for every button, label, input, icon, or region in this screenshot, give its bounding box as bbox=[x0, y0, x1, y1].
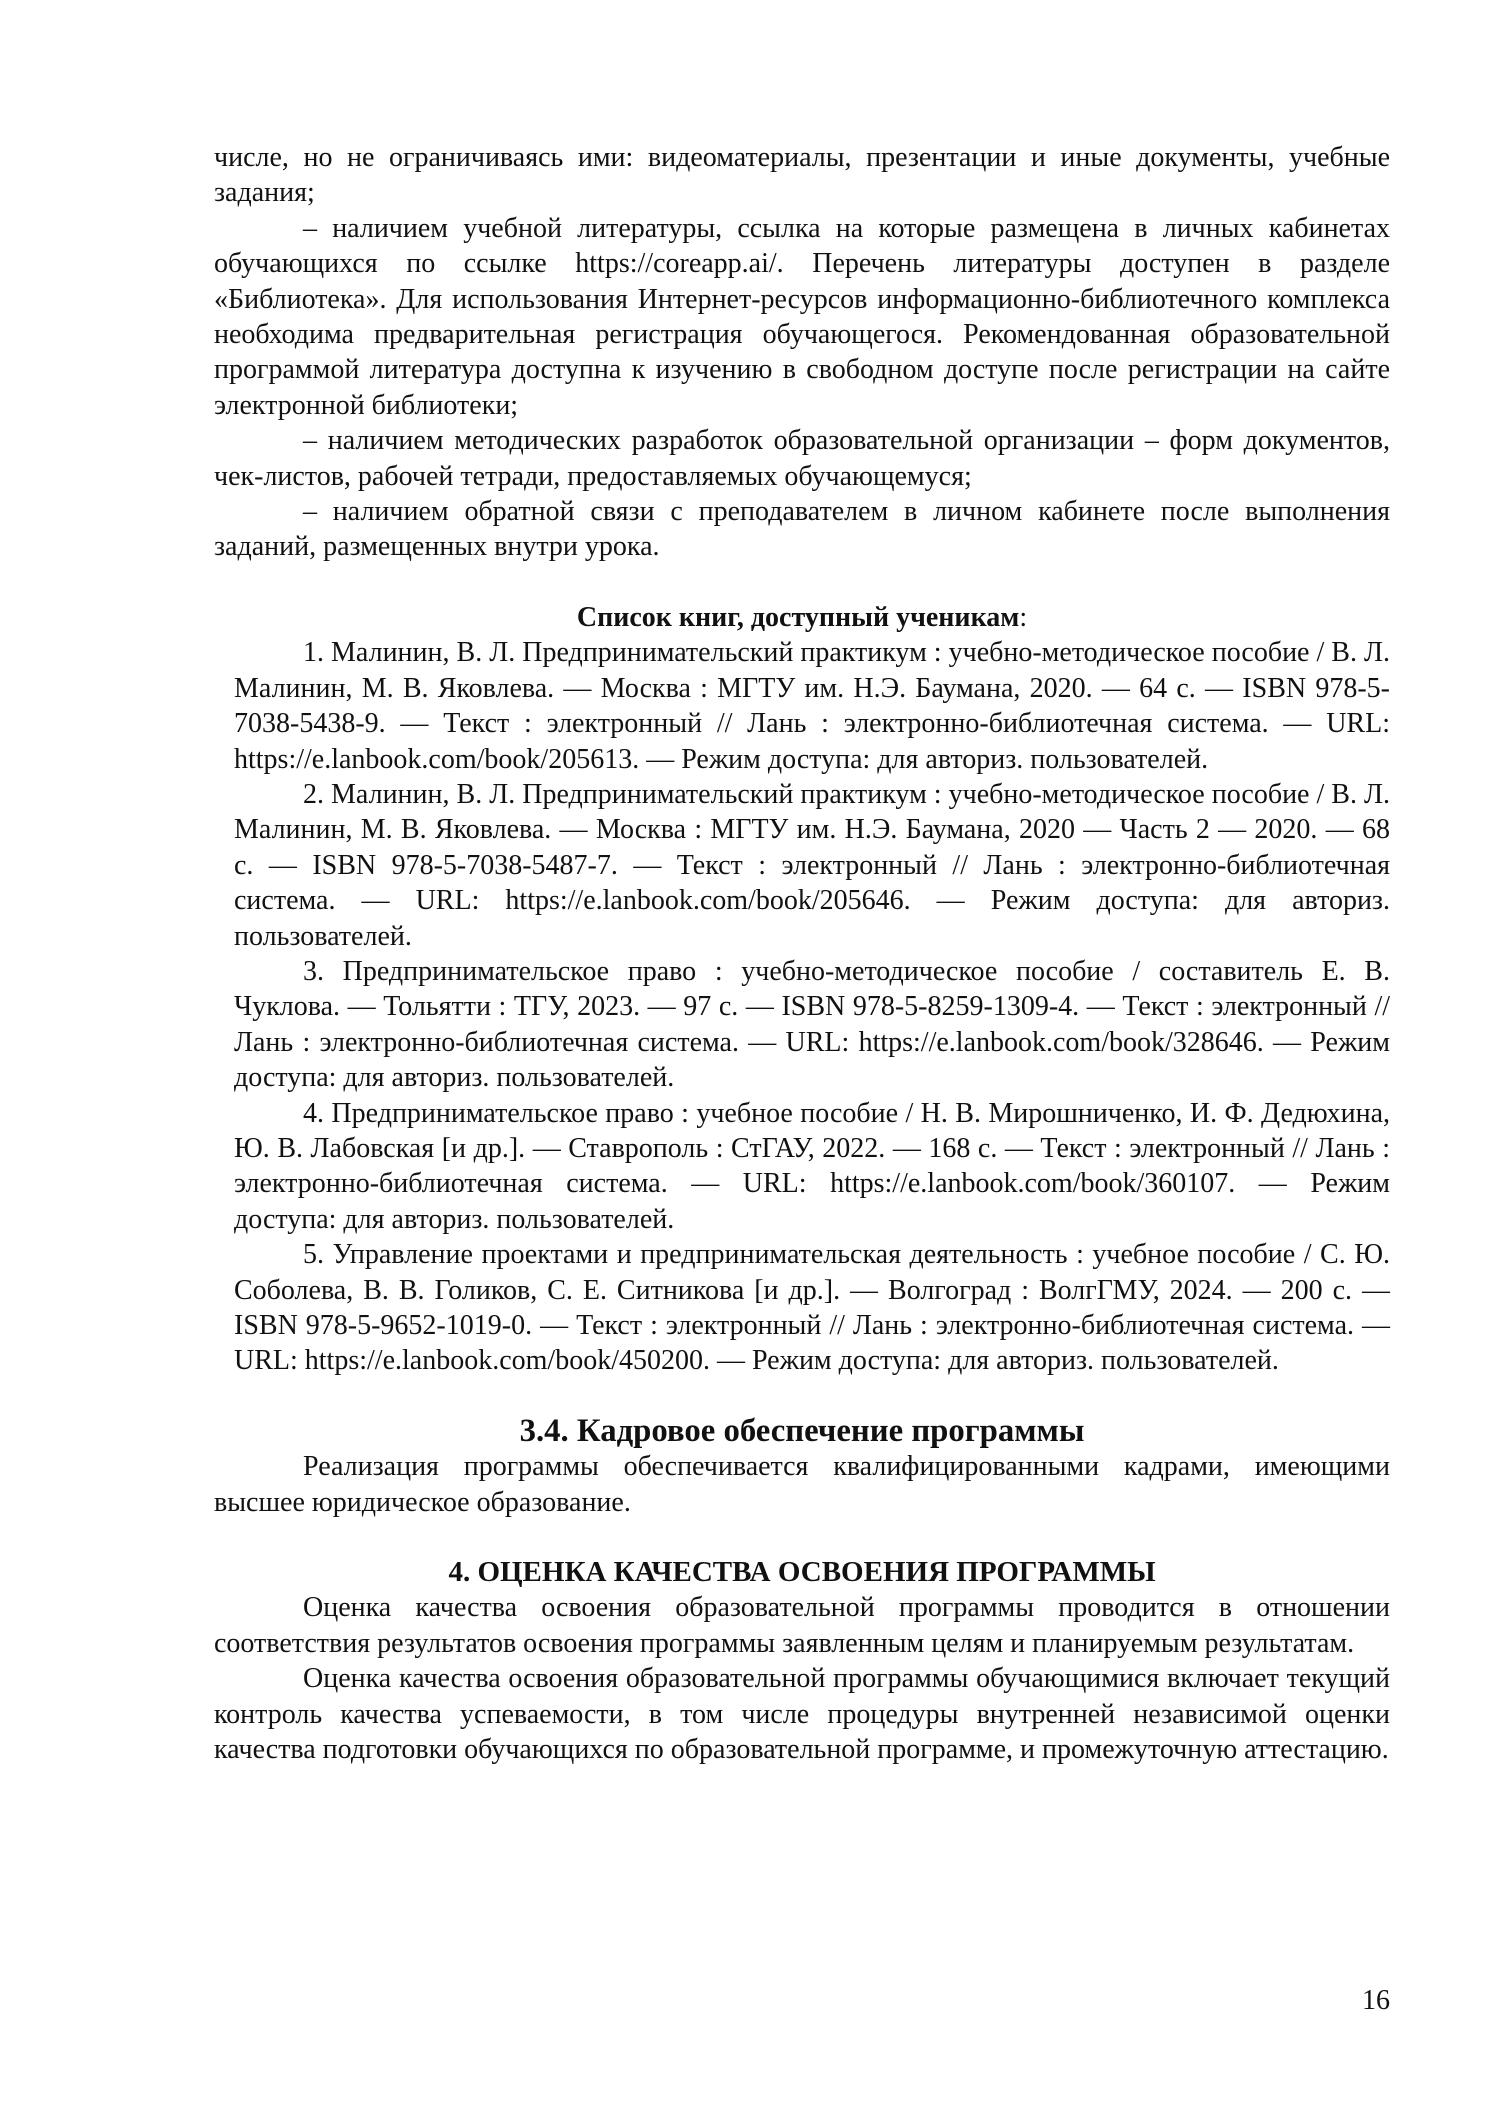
book-item-3: 3. Предпринимательское право : учебно-методическое пособие / составитель Е. В. Чуклова. — Тольятти : ТГУ, 2023. — 97 с. — ISBN 978-5-8259-1309-4. — Текст : электронный // Лань : электронно-библиотечная система. — URL: https://e.lanbook.com/book/328646. — Режим доступа: для авториз. пользователей. bbox=[234, 955, 1390, 1094]
section-3-4-text: Реализация программы обеспечивается квалифицированными кадрами, имеющими высшее юридическое образование. bbox=[214, 1451, 1390, 1518]
section-4-paragraph-1: Оценка качества освоения образовательной программы проводится в отношении соответствия результатов освоения программы заявленным целям и планируемым результатам. bbox=[214, 1592, 1390, 1659]
intro-paragraph-methodical: – наличием методических разработок образовательной организации – форм документов, чек-листов, рабочей тетради, предоставляемых обучающемуся; bbox=[214, 425, 1390, 492]
intro-paragraph-feedback: – наличием обратной связи с преподавателем в личном кабинете после выполнения заданий, размещенных внутри урока. bbox=[214, 496, 1390, 563]
book-item-2: 2. Малинин, В. Л. Предпринимательский практикум : учебно-методическое пособие / В. Л. Малинин, М. В. Яковлева. — Москва : МГТУ им. Н.Э. Баумана, 2020 — Часть 2 — 2020. — 68 с. — ISBN 978-5-7038-5487-7. — Текст : электронный // Лань : электронно-библиотечная система. — URL: https://e.lanbook.com/book/205646. — Режим доступа: для авториз. пользователей. bbox=[234, 778, 1390, 952]
book-item-4: 4. Предпринимательское право : учебное пособие / Н. В. Мирошниченко, И. Ф. Дедюхина, Ю. В. Лабовская [и др.]. — Ставрополь : СтГАУ, 2022. — 168 с. — Текст : электронный // Лань : электронно-библиотечная система. — URL: https://e.lanbook.com/book/360107. — Режим доступа: для авториз. пользователей. bbox=[234, 1097, 1390, 1235]
book-item-1: 1. Малинин, В. Л. Предпринимательский практикум : учебно-методическое пособие / В. Л. Малинин, М. В. Яковлева. — Москва : МГТУ им. Н.Э. Баумана, 2020. — 64 с. — ISBN 978-5-7038-5438-9. — Текст : электронный // Лань : электронно-библиотечная система. — URL: https://e.lanbook.com/book/205613. — Режим доступа: для авториз. пользователей. bbox=[234, 637, 1390, 775]
book-list-heading bbox=[214, 600, 1390, 635]
section-3-4-heading: 3.4. Кадровое обеспечение программы bbox=[519, 1412, 1085, 1449]
intro-paragraph-continuation: числе, но не ограничиваясь ими: видеоматериалы, презентации и иные документы, учебные задания; bbox=[214, 142, 1390, 209]
book-list-heading-suffix: : bbox=[1019, 601, 1028, 633]
section-4-paragraph-2: Оценка качества освоения образовательной программы обучающимися включает текущий контроль качества успеваемости, в том числе процедуры внутренней независимой оценки качества подготовки обучающихся по образовательной программе, и промежуточную аттестацию. bbox=[214, 1663, 1390, 1766]
page-number: 16 bbox=[1362, 1985, 1390, 2016]
document-page bbox=[214, 140, 1390, 1767]
book-item-5: 5. Управление проектами и предпринимательская деятельность : учебное пособие / С. Ю. Соболева, В. В. Голиков, С. Е. Ситникова [и др.]. — Волгоград : ВолгГМУ, 2024. — 200 с. — ISBN 978-5-9652-1019-0. — Текст : электронный // Лань : электронно-библиотечная система. — URL: https://e.lanbook.com/book/450200. — Режим доступа: для авториз. пользователей. bbox=[234, 1239, 1390, 1377]
section-4-heading: 4. ОЦЕНКА КАЧЕСТВА ОСВОЕНИЯ ПРОГРАММЫ bbox=[448, 1556, 1156, 1589]
intro-paragraph-literature: – наличием учебной литературы, ссылка на которые размещена в личных кабинетах обучающихся по ссылке https://coreapp.ai/. Перечень литературы доступен в разделе «Библиотека». Для использования Интернет-ресурсов информационно-библиотечного комплекса необходима предварительная регистрация обучающегося. Рекомендованная образовательной программой литература доступна к изучению в свободном доступе после регистрации на сайте электронной библиотеки; bbox=[214, 212, 1390, 421]
book-list bbox=[214, 635, 1390, 1379]
book-list-heading-text: Список книг, доступный ученикам bbox=[576, 601, 1020, 633]
